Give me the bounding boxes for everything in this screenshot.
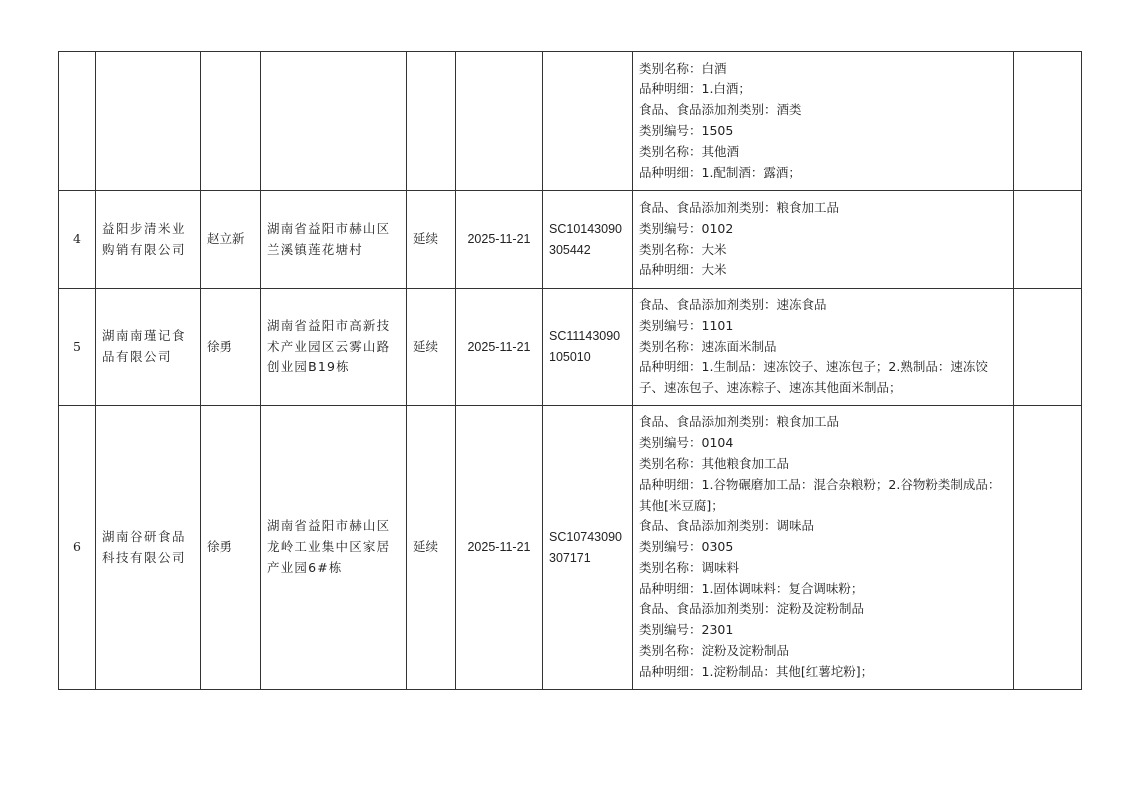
scope-line: 类别名称：其他粮食加工品 — [639, 455, 790, 471]
scope-line: 类别编号：1505 — [639, 123, 734, 138]
license-number — [543, 52, 633, 191]
company-name — [96, 52, 201, 191]
scope-line: 品种明细：1.淀粉制品：其他[红薯坨粉]； — [639, 663, 874, 679]
company-name: 湖南谷研食品科技有限公司 — [96, 406, 201, 690]
scope-line: 类别编号：0102 — [639, 220, 734, 236]
scope-line: 品种明细：1.固体调味料：复合调味粉； — [639, 580, 864, 596]
scope-line: 品种明细：大米 — [639, 262, 727, 278]
remark — [1014, 52, 1082, 191]
permit-type — [407, 52, 456, 191]
issue-date: 2025-11-21 — [456, 289, 543, 406]
license-number: SC10743090307171 — [543, 406, 633, 690]
remark — [1014, 191, 1082, 289]
production-scope — [633, 289, 1014, 406]
company-name: 湖南南瑾记食品有限公司 — [96, 289, 201, 406]
legal-person: 徐勇 — [201, 289, 261, 406]
table-row — [59, 289, 1082, 406]
scope-line: 品种明细：1.白酒； — [639, 81, 751, 97]
issue-date: 2025-11-21 — [456, 191, 543, 289]
table-row — [59, 52, 1082, 191]
scope-line: 类别编号：2301 — [639, 622, 734, 638]
company-name: 益阳步清米业购销有限公司 — [96, 191, 201, 289]
permit-type: 延续 — [407, 406, 456, 690]
scope-line: 类别名称：速冻面米制品 — [639, 338, 777, 354]
table-row — [59, 406, 1082, 690]
permit-type: 延续 — [407, 191, 456, 289]
scope-line: 类别名称：大米 — [639, 241, 727, 257]
scope-line: 类别编号：1101 — [639, 317, 734, 333]
scope-line: 品种明细：1.配制酒：露酒； — [639, 164, 801, 180]
production-scope — [633, 406, 1014, 690]
address: 湖南省益阳市赫山区龙岭工业集中区家居产业园6#栋 — [261, 406, 407, 690]
issue-date — [456, 52, 543, 191]
production-scope — [633, 52, 1014, 191]
remark — [1014, 289, 1082, 406]
address: 湖南省益阳市高新技术产业园区云雾山路创业园B19栋 — [261, 289, 407, 406]
legal-person: 赵立新 — [201, 191, 261, 289]
row-number: 5 — [59, 289, 96, 406]
table-body — [59, 52, 1082, 690]
scope-line: 食品、食品添加剂类别：酒类 — [639, 102, 802, 118]
permit-type: 延续 — [407, 289, 456, 406]
legal-person: 徐勇 — [201, 406, 261, 690]
scope-line: 类别编号：0305 — [639, 539, 734, 555]
address — [261, 52, 407, 191]
scope-line: 食品、食品添加剂类别：粮食加工品 — [639, 414, 840, 430]
scope-line: 类别名称：白酒 — [639, 60, 727, 76]
scope-line: 类别名称：淀粉及淀粉制品 — [639, 643, 790, 659]
scope-line: 食品、食品添加剂类别：调味品 — [639, 518, 815, 534]
remark — [1014, 406, 1082, 690]
row-number: 6 — [59, 406, 96, 690]
scope-line: 食品、食品添加剂类别：淀粉及淀粉制品 — [639, 601, 865, 617]
address: 湖南省益阳市赫山区兰溪镇莲花塘村 — [261, 191, 407, 289]
row-number — [59, 52, 96, 191]
production-scope — [633, 191, 1014, 289]
issue-date: 2025-11-21 — [456, 406, 543, 690]
legal-person — [201, 52, 261, 191]
row-number: 4 — [59, 191, 96, 289]
scope-line: 类别名称：其他酒 — [639, 143, 740, 159]
table-row — [59, 191, 1082, 289]
license-number: SC10143090305442 — [543, 191, 633, 289]
scope-line: 食品、食品添加剂类别：粮食加工品 — [639, 199, 840, 215]
scope-line: 类别编号：0104 — [639, 435, 734, 451]
scope-line: 品种明细：1.谷物碾磨加工品：混合杂粮粉；2.谷物粉类制成品：其他[米豆腐]； — [639, 476, 1001, 513]
license-number: SC11143090105010 — [543, 289, 633, 406]
scope-line: 食品、食品添加剂类别：速冻食品 — [639, 297, 827, 312]
scope-line: 品种明细：1.生制品：速冻饺子、速冻包子；2.熟制品：速冻饺子、速冻包子、速冻粽子、速冻其他面米制品； — [639, 359, 988, 396]
license-table — [58, 51, 1082, 690]
scope-line: 类别名称：调味料 — [639, 559, 740, 575]
